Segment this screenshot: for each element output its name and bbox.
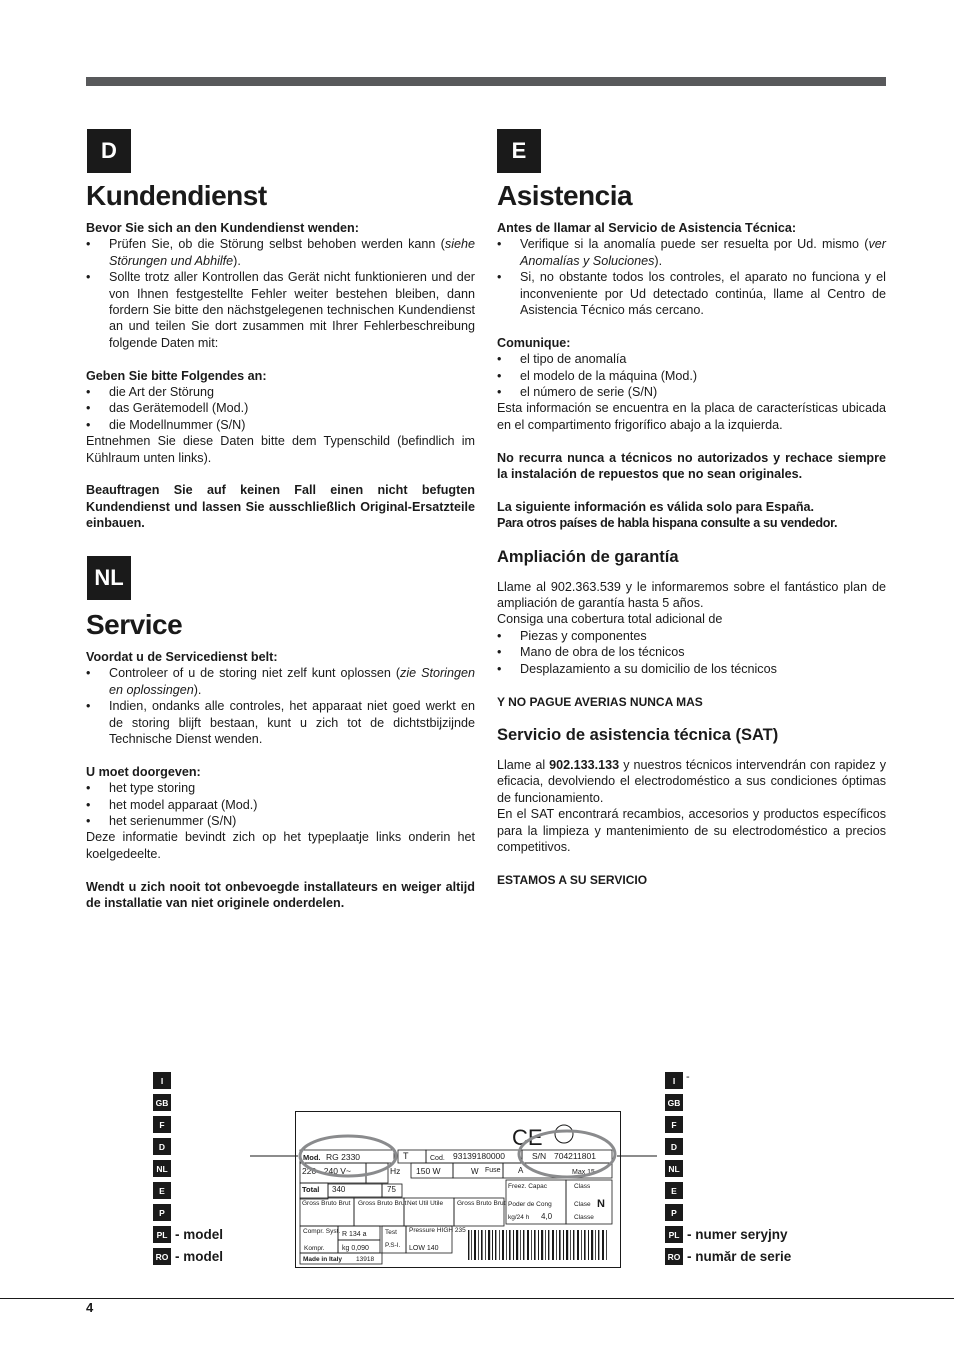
list-item: • el modelo de la máquina (Mod.) xyxy=(497,368,886,384)
list-item: • het serienummer (S/N) xyxy=(86,813,475,829)
lang-code: P xyxy=(153,1204,171,1221)
svg-text:75: 75 xyxy=(387,1185,396,1194)
list-item: • Indien, ondanks alle controles, het apparaat niet goed werkt en de storing blijft bestaan, kunt u zich tot de dichtstbijzijnde Technische Dienst wenden. xyxy=(86,698,475,747)
svg-text:LOW 140: LOW 140 xyxy=(409,1245,439,1252)
svg-text:Hz: Hz xyxy=(390,1166,401,1176)
garantia-text: Llame al 902.363.539 y le informaremos sobre el fantástico plan de ampliación de garantía hasta 5 años. xyxy=(497,579,886,611)
svg-text:kg 0,090: kg 0,090 xyxy=(342,1245,369,1252)
note-de: Entnehmen Sie diese Daten bitte dem Typenschild (befindlich im Kühlraum unten links). xyxy=(86,434,475,465)
svg-text:CE: CE xyxy=(512,1125,543,1150)
svg-text:kg/24 h: kg/24 h xyxy=(508,1214,530,1221)
svg-text:340: 340 xyxy=(332,1185,346,1194)
note-es: Esta información se encuentra en la placa de características ubicada en el compartimento frigorífico abajo a la izquierda. xyxy=(497,401,886,432)
svg-text:R 134 a: R 134 a xyxy=(342,1231,367,1238)
subheading-es: Comunique: xyxy=(497,335,571,350)
lang-code: PL xyxy=(153,1226,171,1243)
intro-de: Bevor Sie sich an den Kundendienst wenden: xyxy=(86,221,359,235)
lang-code: PL xyxy=(665,1226,683,1243)
servicio-note: ESTAMOS A SU SERVICIO xyxy=(497,872,648,887)
svg-text:93139180000: 93139180000 xyxy=(453,1151,506,1161)
model-label-ro: - model xyxy=(175,1249,224,1264)
serial-label-i: - xyxy=(686,1071,690,1083)
list-item: • el número de serie (S/N) xyxy=(497,384,886,400)
svg-text:Max 15: Max 15 xyxy=(572,1169,595,1176)
page-number: 4 xyxy=(86,1300,94,1315)
other-countries-note: Para otros países de habla hispana consulte a su vendedor. xyxy=(497,516,838,531)
intro-es: Antes de llamar al Servicio de Asistencia Técnica: xyxy=(497,221,797,235)
svg-text:Pressure HIGH 235: Pressure HIGH 235 xyxy=(409,1227,466,1234)
lang-code: NL xyxy=(153,1160,171,1177)
svg-text:Cod.: Cod. xyxy=(430,1155,445,1162)
list-item: • Mano de obra de los técnicos xyxy=(497,644,886,660)
svg-text:Test: Test xyxy=(385,1229,397,1236)
svg-text:Fuse: Fuse xyxy=(485,1167,501,1174)
section-title-es: Asistencia xyxy=(497,180,633,211)
svg-text:Classe: Classe xyxy=(574,1214,594,1221)
list-item: • die Modellnummer (S/N) xyxy=(86,417,475,433)
language-badge-nl: NL xyxy=(87,556,131,600)
lang-code: GB xyxy=(665,1094,683,1111)
list-item: • Piezas y componentes xyxy=(497,628,886,644)
spain-note: La siguiente información es válida solo para España. xyxy=(497,499,815,514)
svg-text:Mod.: Mod. xyxy=(303,1153,321,1162)
list-item: • het type storing xyxy=(86,780,475,796)
sat-phone: 902.133.133 xyxy=(549,757,620,772)
svg-text:Kompr.: Kompr. xyxy=(304,1245,325,1252)
list-item: • Si, no obstante todos los controles, el aparato no funciona y el inconveniente por Ud detectado continúa, llame al Centro de Asistencia Técnico más cercano. xyxy=(497,269,886,318)
svg-text:4,0: 4,0 xyxy=(541,1212,553,1221)
lang-code: E xyxy=(153,1182,171,1199)
svg-text:Gross Bruto Brut: Gross Bruto Brut xyxy=(358,1200,407,1207)
list-item: • Verifique si la anomalía puede ser resuelta por Ud. mismo (ver Anomalías y Soluciones). xyxy=(497,236,886,269)
intro-nl: Voordat u de Servicedienst belt: xyxy=(86,650,278,664)
svg-text:Gross Bruto Brut: Gross Bruto Brut xyxy=(302,1200,351,1207)
svg-text:Gross Bruto Brut: Gross Bruto Brut xyxy=(457,1200,506,1207)
svg-text:Total: Total xyxy=(302,1185,320,1194)
list-item: • Controleer of u de storing niet zelf kunt oplossen (zie Storingen en oplossingen). xyxy=(86,665,475,698)
svg-text:220 - 240 V~: 220 - 240 V~ xyxy=(302,1166,351,1176)
warning-es: No recurra nunca a técnicos no autorizados y rechace siempre la instalación de repuestos que no sean originales. xyxy=(497,450,886,482)
svg-text:Net Util Utile: Net Util Utile xyxy=(407,1200,444,1207)
svg-text:Freez. Capac: Freez. Capac xyxy=(508,1183,548,1190)
language-badge-es: E xyxy=(497,129,541,173)
svg-text:N: N xyxy=(597,1198,605,1210)
svg-text:P.S-I.: P.S-I. xyxy=(385,1242,401,1249)
svg-text:704211801: 704211801 xyxy=(554,1151,596,1161)
lang-code: I xyxy=(153,1072,171,1089)
lang-code: P xyxy=(665,1204,683,1221)
svg-text:Class: Class xyxy=(574,1183,591,1190)
lang-code: RO xyxy=(153,1248,171,1265)
section-title-nl: Service xyxy=(86,609,183,640)
model-label-pl: - model xyxy=(175,1227,224,1242)
lang-code: D xyxy=(665,1138,683,1155)
lang-code: E xyxy=(665,1182,683,1199)
section-title-de: Kundendienst xyxy=(86,180,267,211)
list-item: • Desplazamiento a su domicilio de los técnicos xyxy=(497,661,886,677)
svg-text:RG 2330: RG 2330 xyxy=(326,1152,361,1162)
warning-de: Beauftragen Sie auf keinen Fall einen nicht befugten Kundendienst und lassen Sie ausschließlich Original-Ersatzteile einbauen. xyxy=(86,483,475,531)
svg-text:13918: 13918 xyxy=(356,1256,375,1263)
lang-code: I xyxy=(665,1072,683,1089)
language-badge-de: D xyxy=(87,129,131,173)
lang-code: D xyxy=(153,1138,171,1155)
svg-text:A: A xyxy=(518,1166,524,1175)
note-nl: Deze informatie bevindt zich op het typeplaatje links onderin het koelgedeelte. xyxy=(86,830,475,861)
svg-text:Compr. Syst.: Compr. Syst. xyxy=(303,1228,341,1235)
list-item: • Sollte trotz aller Kontrollen das Gerät nicht funktionieren und der von Ihnen festgestellte Fehler weiter bestehen bleiben, dann fordern Sie bitte den nächstgelegenen technischen Kundendienst an und teilen Sie dort zusammen mit Ihrer Fehlerbeschreibung folgende Daten mit: xyxy=(86,269,475,351)
svg-text:150 W: 150 W xyxy=(416,1166,441,1176)
lang-code: NL xyxy=(665,1160,683,1177)
garantia-text-2: Consiga una cobertura total adicional de xyxy=(497,612,723,627)
list-item: • het model apparaat (Mod.) xyxy=(86,797,475,813)
subheading-de: Geben Sie bitte Folgendes an: xyxy=(86,368,267,383)
list-item: • das Gerätemodell (Mod.) xyxy=(86,400,475,416)
subheading-nl: U moet doorgeven: xyxy=(86,764,201,779)
svg-text:Clase: Clase xyxy=(574,1201,591,1208)
svg-text:S/N: S/N xyxy=(532,1151,547,1161)
footer-divider xyxy=(0,1298,954,1299)
svg-text:Made in Italy: Made in Italy xyxy=(303,1256,343,1263)
lang-code: F xyxy=(665,1116,683,1133)
heading-sat: Servicio de asistencia técnica (SAT) xyxy=(497,725,779,744)
svg-text:Poder de Cong: Poder de Cong xyxy=(508,1201,552,1208)
list-item: • die Art der Störung xyxy=(86,384,475,400)
serial-label-ro: - număr de serie xyxy=(687,1249,792,1264)
lang-code: F xyxy=(153,1116,171,1133)
lang-code: RO xyxy=(665,1248,683,1265)
serial-label-pl: - numer seryjny xyxy=(687,1227,788,1242)
sat-text-2: En el SAT encontrará recambios, accesorios y productos específicos para la limpieza y mantenimiento de su electrodoméstico a precios competitivos. xyxy=(497,807,886,854)
sat-text: Llame al 902.133.133 y nuestros técnicos intervendrán con rapidez y eficacia, devolviendo el electrodoméstico a sus condiciones óptimas de funcionamiento. xyxy=(497,757,886,805)
lang-code: GB xyxy=(153,1094,171,1111)
list-item: • Prüfen Sie, ob die Störung selbst behoben werden kann (siehe Störungen und Abhilfe). xyxy=(86,236,475,269)
heading-garantia: Ampliación de garantía xyxy=(497,547,679,566)
no-pague-note: Y NO PAGUE AVERIAS NUNCA MAS xyxy=(497,694,703,709)
svg-text:W: W xyxy=(471,1167,479,1176)
svg-text:T: T xyxy=(403,1151,409,1161)
warning-nl: Wendt u zich nooit tot onbevoegde installateurs en weiger altijd de installatie van niet originele onderdelen. xyxy=(86,879,475,911)
list-item: • el tipo de anomalía xyxy=(497,351,886,367)
